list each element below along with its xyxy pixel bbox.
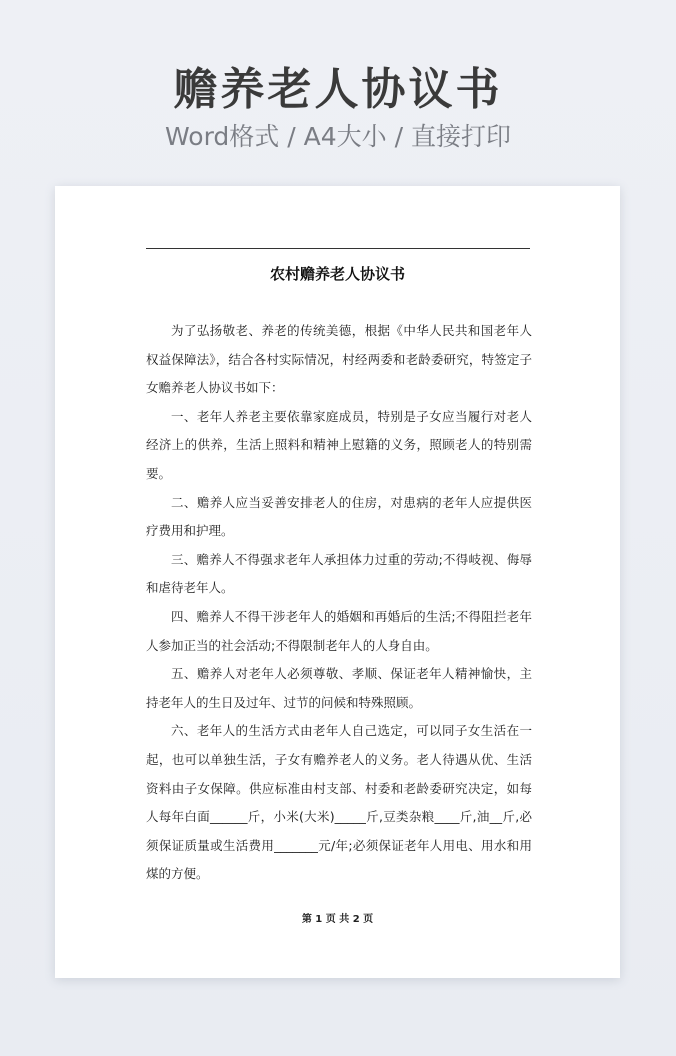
paragraph-clause-3: 三、赡养人不得强求老年人承担体力过重的劳动;不得岐视、侮辱和虐待老年人。 <box>146 551 532 596</box>
document-title: 农村赡养老人协议书 <box>269 265 405 283</box>
page-subtitle: Word格式 / A4大小 / 直接打印 <box>165 122 511 151</box>
paragraph-clause-1: 一、老年人养老主要依靠家庭成员，特别是子女应当履行对老人经济上的供养，生活上照料和精神上慰籍的义务，照顾老人的特别需要。 <box>146 408 532 481</box>
paragraph-clause-6: 六、老年人的生活方式由老年人自己选定，可以同子女生活在一起，也可以单独生活，子女有赡养老人的义务。老人待遇从优、生活资料由子女保障。供应标准由村支部、村委和老龄委研究决定，如每人每年白面______斤，小米(大米)_____斤,豆类杂粮____斤,油__斤,必须保证质量或生活费用_______元/年;必须保证老年人用电、用水和用煤的方便。 <box>146 723 532 882</box>
paragraph-clause-4: 四、赡养人不得干涉老年人的婚姻和再婚后的生活;不得阻拦老年人参加正当的社会活动;不得限制老年人的人身自由。 <box>146 608 532 653</box>
page-number: 第 1 页 共 2 页 <box>301 914 374 925</box>
document-page <box>55 186 620 978</box>
document-body <box>146 317 532 889</box>
page-title: 赡养老人协议书 <box>173 64 503 115</box>
paragraph-clause-5: 五、赡养人对老年人必须尊敬、孝顺、保证老年人精神愉快，主持老年人的生日及过年、过节的问候和特殊照顾。 <box>146 666 532 710</box>
paragraph-intro: 为了弘扬敬老、养老的传统美德，根据《中华人民共和国老年人权益保障法》，结合各村实际情况，村经两委和老龄委研究，特签定子女赡养老人协议书如下： <box>146 323 532 396</box>
paragraph-clause-2: 二、赡养人应当妥善安排老人的住房，对患病的老年人应提供医疗费用和护理。 <box>146 494 532 539</box>
header-rule <box>146 248 530 249</box>
